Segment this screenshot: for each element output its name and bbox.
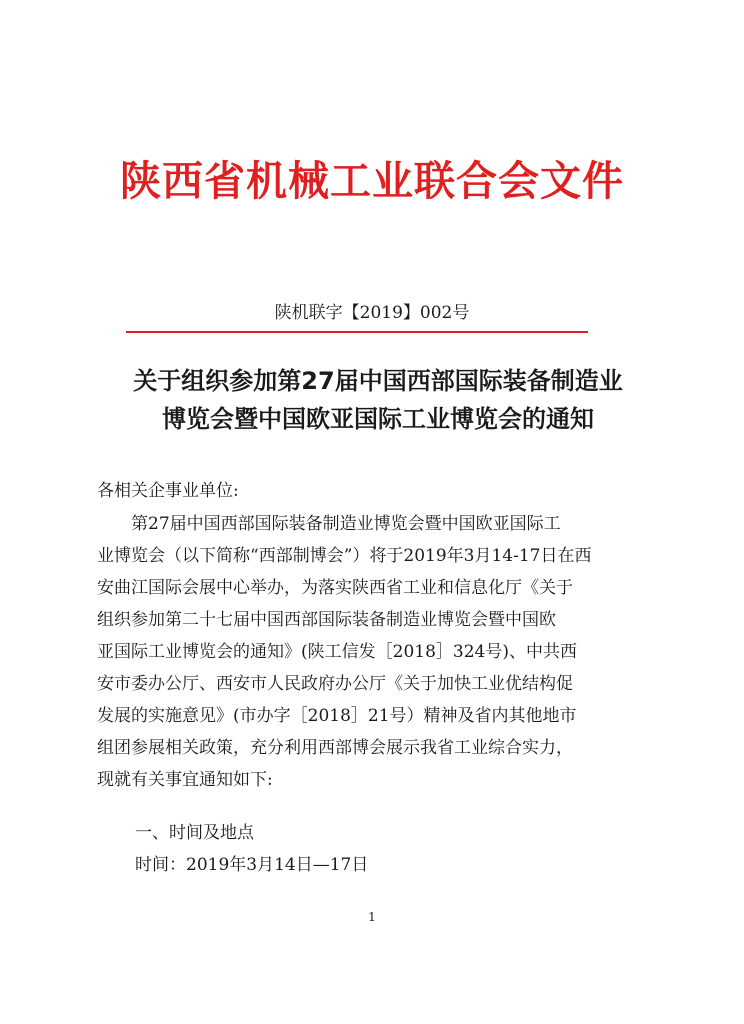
page-number: 1 <box>368 910 376 924</box>
body-line: 安曲江国际会展中心举办，为落实陕西省工业和信息化厅《关于 <box>97 578 573 598</box>
body-line: 亚国际工业博览会的通知》(陕工信发［2018］324号)、中共西 <box>97 642 577 662</box>
body-line: 第27届中国西部国际装备制造业博览会暨中国欧亚国际工 <box>97 514 561 534</box>
section-heading: 一、时间及地点 <box>135 823 254 843</box>
salutation: 各相关企事业单位: <box>97 481 239 501</box>
notice-title <box>88 362 668 438</box>
body-line: 现就有关事宜通知如下: <box>97 770 273 790</box>
document-header-title: 陕西省机械工业联合会文件 <box>120 157 624 205</box>
body-line: 组团参展相关政策，充分利用西部博会展示我省工业综合实力， <box>97 738 573 758</box>
red-divider-line <box>126 331 588 333</box>
notice-title-line: 关于组织参加第27届中国西部国际装备制造业 <box>133 367 623 395</box>
body-line: 发展的实施意见》(市办字［2018］21号）精神及省内其他地市 <box>97 706 577 726</box>
notice-title-line: 博览会暨中国欧亚国际工业博览会的通知 <box>162 405 594 433</box>
body-line: 安市委办公厅、西安市人民政府办公厅《关于加快工业优结构促 <box>97 674 573 694</box>
document-number: 陕机联字【2019】002号 <box>274 303 470 323</box>
body-line: 组织参加第二十七届中国西部国际装备制造业博览会暨中国欧 <box>97 610 556 630</box>
body-paragraph <box>97 508 645 796</box>
body-line: 业博览会（以下简称“西部制博会”）将于2019年3月14-17日在西 <box>97 546 592 566</box>
time-line: 时间：2019年3月14日—17日 <box>135 855 369 875</box>
